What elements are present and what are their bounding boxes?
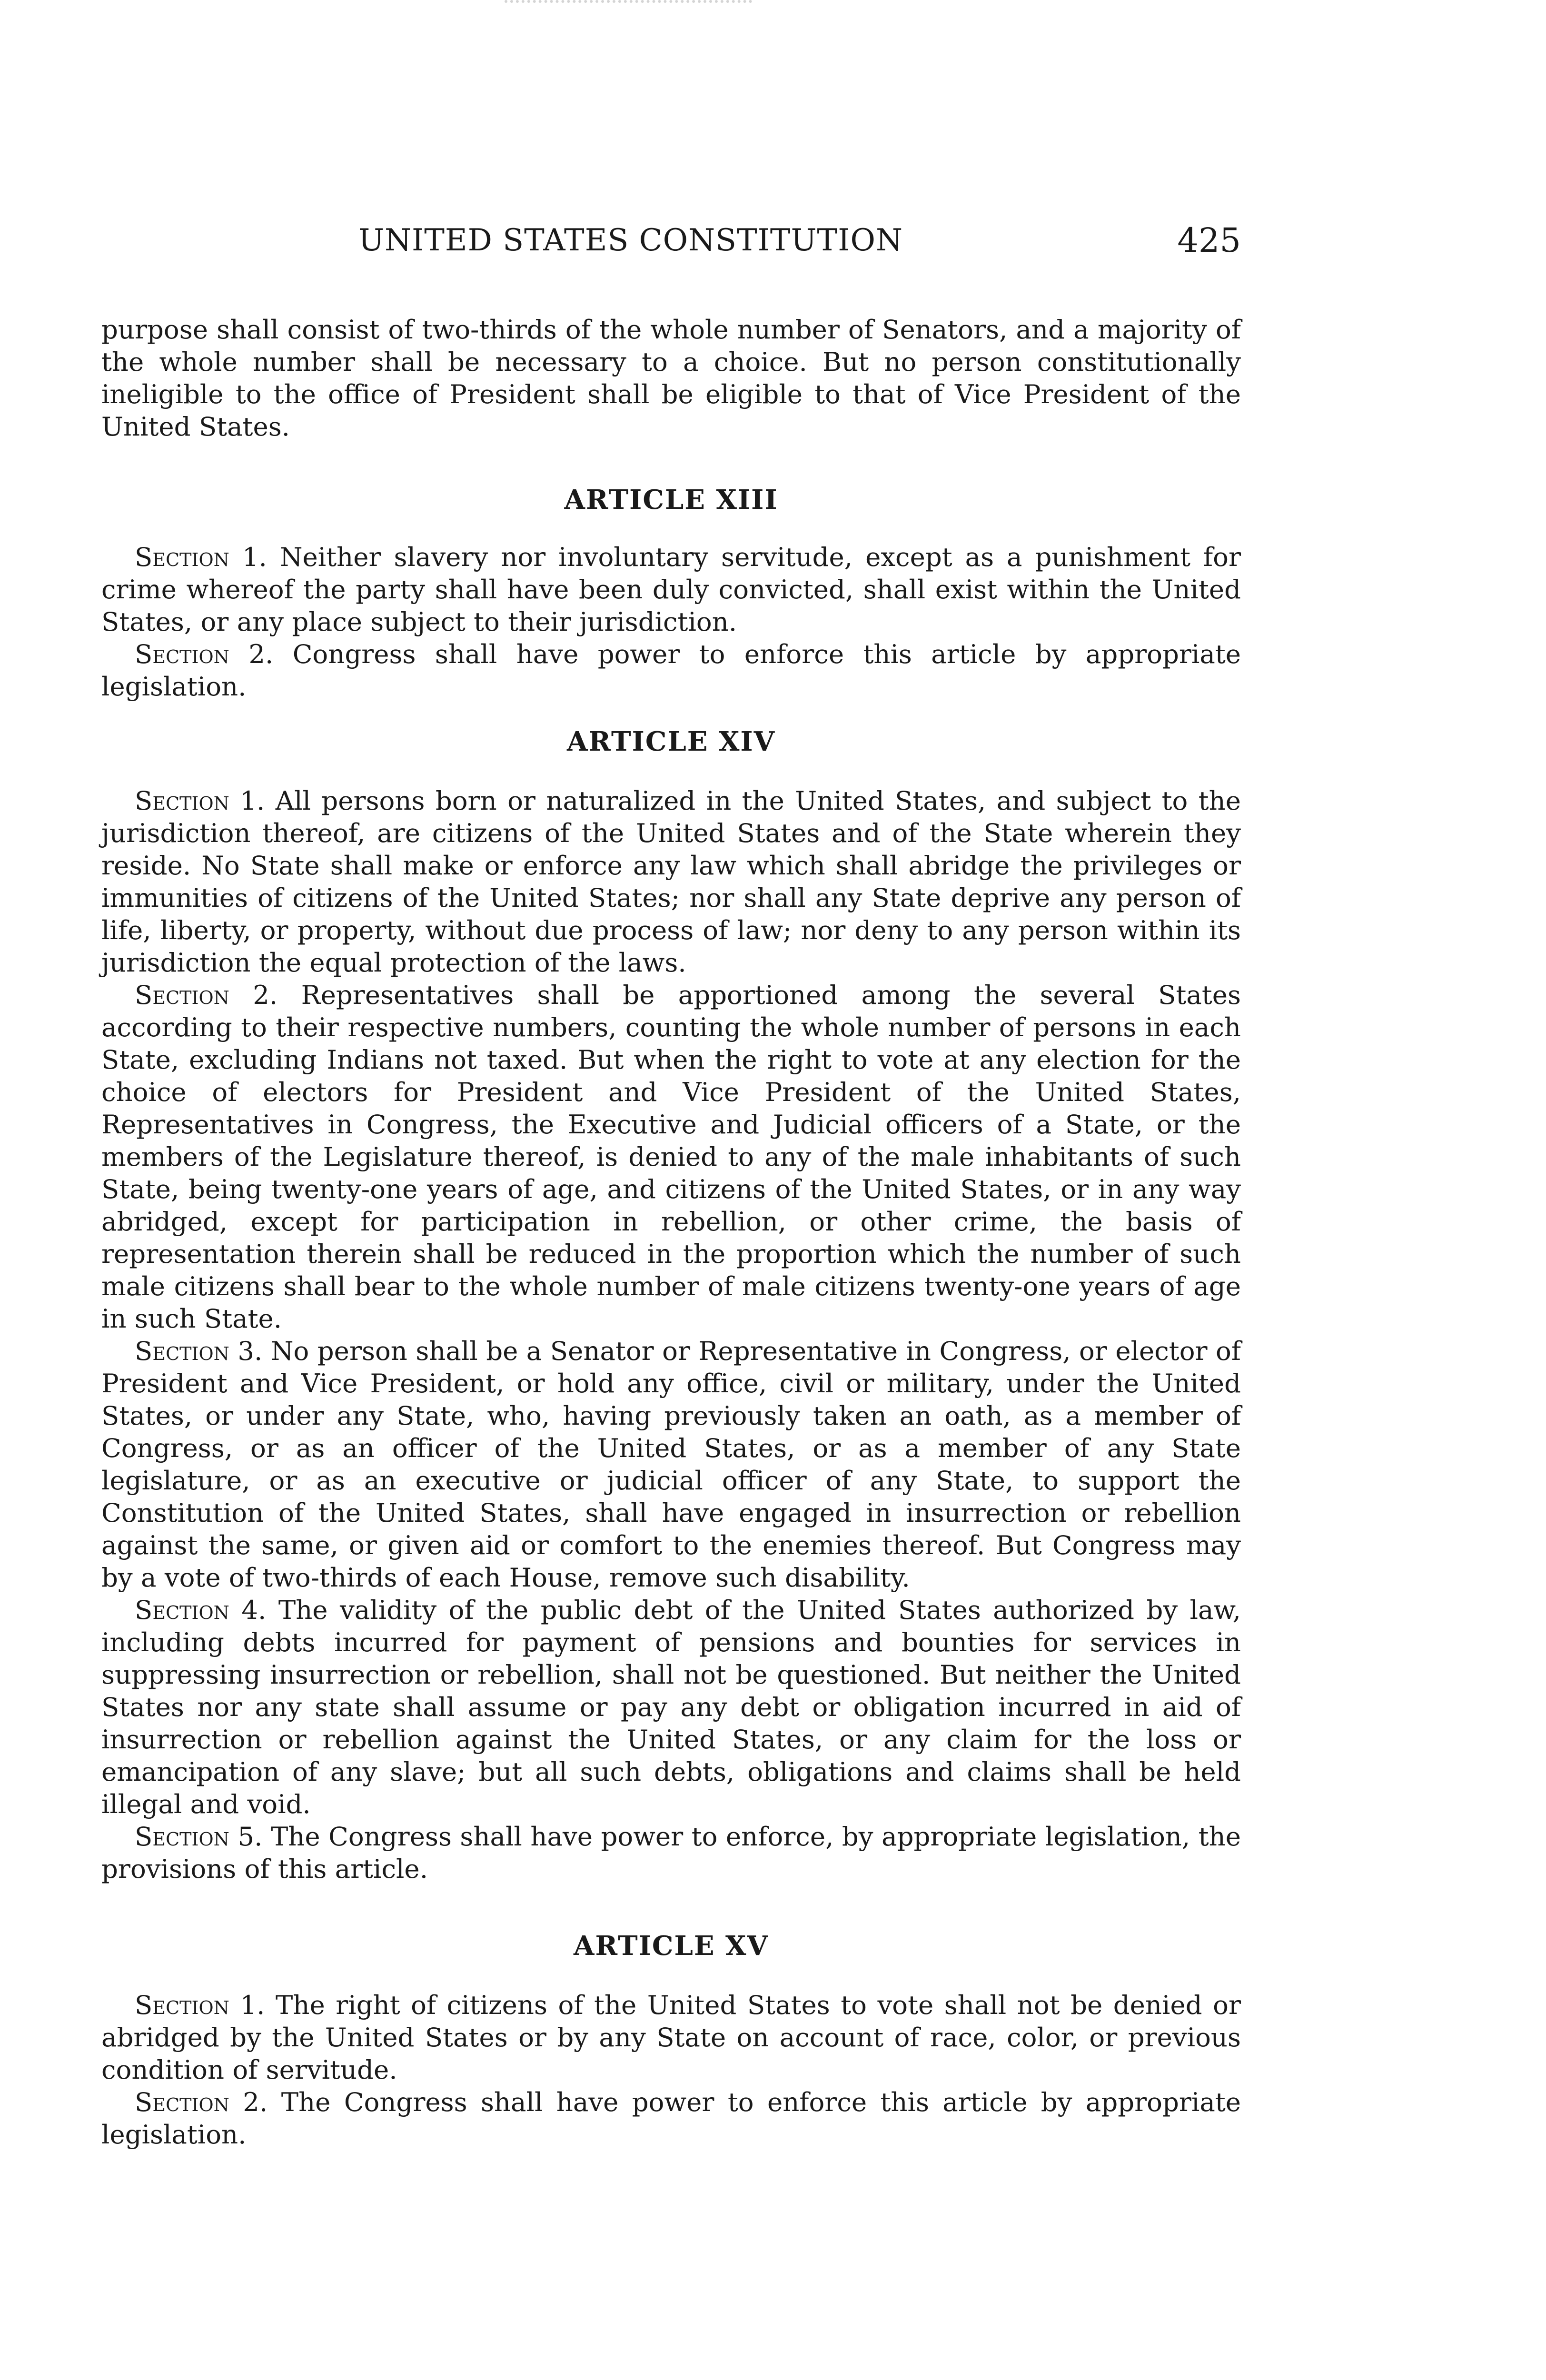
article-xiii-section-2 bbox=[101, 638, 1241, 703]
article-xv-heading: ARTICLE XV bbox=[574, 1930, 769, 1962]
continuation-paragraph: purpose shall consist of two-thirds of the whole number of Senators, and a majority of the whole number shall be necessary to a choice. But no person constitutionally ineligible to the office of President shall be eligible to that of Vice President of the United States. bbox=[101, 314, 1241, 442]
article-xv-section-2 bbox=[101, 2086, 1241, 2151]
page-title: UNITED STATES CONSTITUTION bbox=[358, 223, 903, 258]
section-label: Section 2. bbox=[135, 2087, 268, 2117]
article-xv-section-1 bbox=[101, 1989, 1241, 2086]
article-xiii-section-1 bbox=[101, 541, 1241, 638]
article-xiii-heading: ARTICLE XIII bbox=[564, 484, 778, 516]
section-label: Section 1. bbox=[135, 1990, 265, 2020]
section-text: The validity of the public debt of the United States authorized by law, including debts incurred for payment of pensions and bounties for services in suppressing insurrection or rebellion, shall not be questioned. But neither the United States nor any state shall assume or pay any debt or obligation incurred in aid of insurrection or rebellion against the United States, or any claim for the loss or emancipation of any slave; but all such debts, obligations and claims shall be held illegal and void. bbox=[101, 1595, 1241, 1819]
article-xiv-heading: ARTICLE XIV bbox=[566, 726, 776, 757]
section-text: Congress shall have power to enforce this article by appropriate legislation. bbox=[101, 639, 1241, 702]
section-label: Section 2. bbox=[135, 639, 274, 669]
section-label: Section 2. bbox=[135, 980, 278, 1010]
section-label: Section 3. bbox=[135, 1336, 263, 1366]
section-text: The right of citizens of the United States to vote shall not be denied or abridged by the United States or by any State on account of race, color, or previous condition of servitude. bbox=[101, 1990, 1241, 2085]
section-text: No person shall be a Senator or Representative in Congress, or elector of President and Vice President, or hold any office, civil or military, under the United States, or under any State, who, having previously taken an oath, as a member of Congress, or as an officer of the United States, or as a member of any State legislature, or as an executive or judicial officer of any State, to support the Constitution of the United States, shall have engaged in insurrection or rebellion against the same, or given aid or comfort to the enemies thereof. But Congress may by a vote of two-thirds of each House, remove such disability. bbox=[101, 1336, 1241, 1593]
article-xiv-section-1 bbox=[101, 784, 1241, 979]
scan-artifact bbox=[505, 0, 752, 10]
article-xiv-section-5 bbox=[101, 1820, 1241, 1885]
section-label: Section 5. bbox=[135, 1821, 263, 1852]
page-number: 425 bbox=[1177, 221, 1241, 260]
section-text: The Congress shall have power to enforce, by appropriate legislation, the provisions of this article. bbox=[101, 1821, 1241, 1884]
section-label: Section 1. bbox=[135, 785, 265, 816]
section-label: Section 1. bbox=[135, 542, 267, 572]
section-text: The Congress shall have power to enforce this article by appropriate legislation. bbox=[101, 2087, 1241, 2150]
section-text: All persons born or naturalized in the United States, and subject to the jurisdiction thereof, are citizens of the United States and of the State wherein they reside. No State shall make or enforce any law which shall abridge the privileges or immunities of citizens of the United States; nor shall any State deprive any person of life, liberty, or property, without due process of law; nor deny to any person within its jurisdiction the equal protection of the laws. bbox=[101, 785, 1241, 978]
section-label: Section 4. bbox=[135, 1595, 267, 1625]
section-text: Neither slavery nor involuntary servitude, except as a punishment for crime whereof the party shall have been duly convicted, shall exist within the United States, or any place subject to their jurisdiction. bbox=[101, 542, 1241, 637]
section-text: Representatives shall be apportioned among the several States according to their respective numbers, counting the whole number of persons in each State, excluding Indians not taxed. But when the right to vote at any election for the choice of electors for President and Vice President of the United States, Representatives in Congress, the Executive and Judicial officers of a State, or the members of the Legislature thereof, is denied to any of the male inhabitants of such State, being twenty-one years of age, and citizens of the United States, or in any way abridged, except for participation in rebellion, or other crime, the basis of representation therein shall be reduced in the proportion which the number of such male citizens shall bear to the whole number of male citizens twenty-one years of age in such State. bbox=[101, 980, 1241, 1334]
article-xiv-section-3 bbox=[101, 1335, 1241, 1594]
article-xiv-section-4 bbox=[101, 1594, 1241, 1820]
article-xiv-section-2 bbox=[101, 979, 1241, 1335]
document-body bbox=[101, 313, 1241, 2151]
running-header bbox=[101, 223, 1241, 266]
